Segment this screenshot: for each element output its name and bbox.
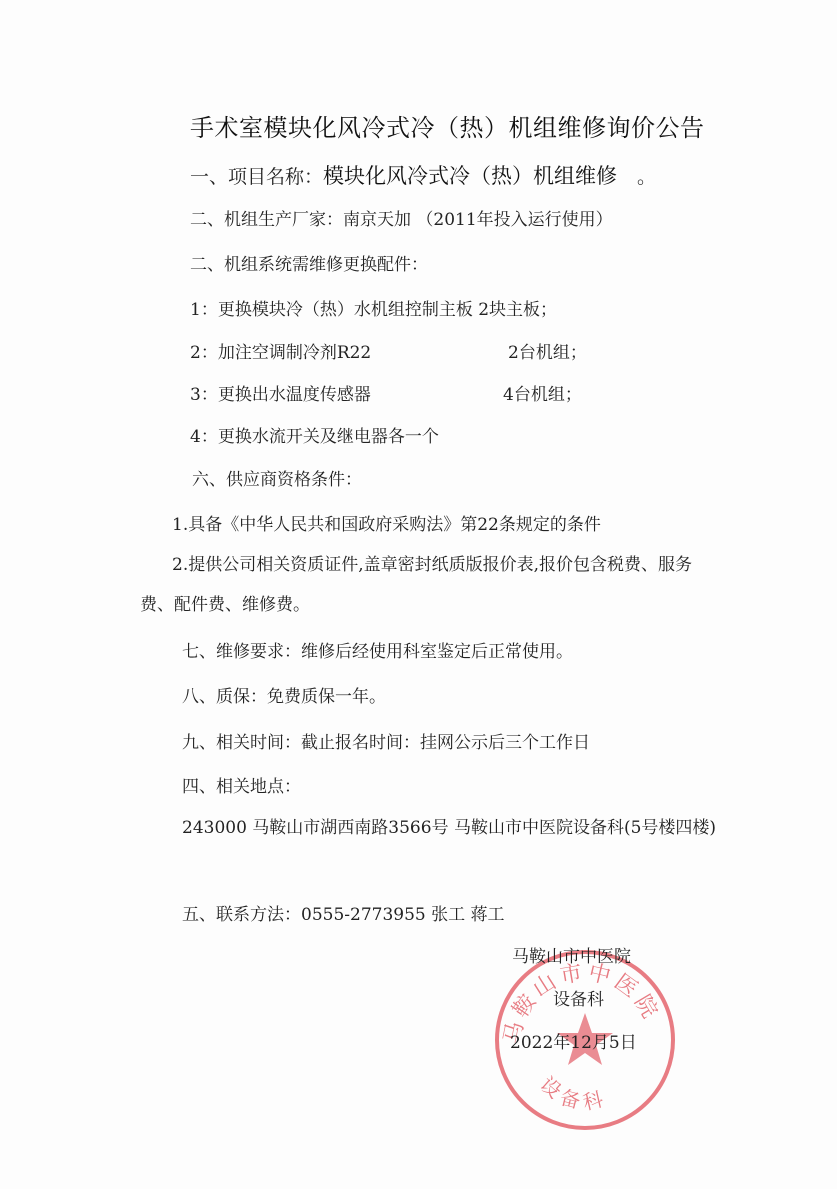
part-line-4: 4：更换水流开关及继电器各一个 <box>190 427 439 447</box>
seal-bottom-text <box>536 1072 612 1115</box>
part-line-3-qty: 4台机组； <box>503 385 582 405</box>
item-project-name-prefix: 一、项目名称： <box>190 166 324 188</box>
part-line-2-qty: 2台机组； <box>508 343 587 363</box>
section-contact: 五、联系方法：0555-2773955 张工 蒋工 <box>182 905 505 925</box>
section-time: 九、相关时间：截止报名时间：挂网公示后三个工作日 <box>182 733 590 753</box>
part-line-2: 2：加注空调制冷剂R22 <box>190 343 372 363</box>
address: 243000 马鞍山市湖西南路3566号 马鞍山市中医院设备科(5号楼四楼) <box>182 818 717 838</box>
section-supplier-qualifications: 六、供应商资格条件： <box>192 470 362 490</box>
signature-date: 2022年12月5日 <box>510 1033 637 1053</box>
item-project-name <box>190 160 656 190</box>
item-project-name-suffix: 。 <box>637 166 657 188</box>
item-project-name-value: 模块化风冷式冷（热）机组维修 <box>323 164 618 188</box>
section-repair-requirements: 七、维修要求：维修后经使用科室鉴定后正常使用。 <box>182 642 573 662</box>
document-title: 手术室模块化风冷式冷（热）机组维修询价公告 <box>190 114 705 142</box>
condition-2: 2.提供公司相关资质证件,盖章密封纸质版报价表,报价包含税费、服务费、配件费、维修费。 <box>140 555 693 615</box>
part-line-1: 1：更换模块冷（热）水机组控制主板 2块主板； <box>190 300 558 320</box>
seal-bottom-text-path: 设备科 <box>535 1071 612 1115</box>
item-manufacturer: 二、机组生产厂家：南京天加 （2011年投入运行使用） <box>190 210 613 230</box>
section-warranty: 八、质保：免费质保一年。 <box>182 687 386 707</box>
item-parts-heading: 二、机组系统需维修更换配件： <box>190 255 428 275</box>
seal-text-path: 马鞍山市中医院 <box>500 960 664 1047</box>
signature-department: 设备科 <box>553 990 604 1010</box>
part-line-3: 3：更换出水温度传感器 <box>190 385 371 405</box>
section-location: 四、相关地点： <box>182 777 301 797</box>
condition-1: 1.具备《中华人民共和国政府采购法》第22条规定的条件 <box>172 515 601 535</box>
signature-organization: 马鞍山市中医院 <box>512 947 631 967</box>
